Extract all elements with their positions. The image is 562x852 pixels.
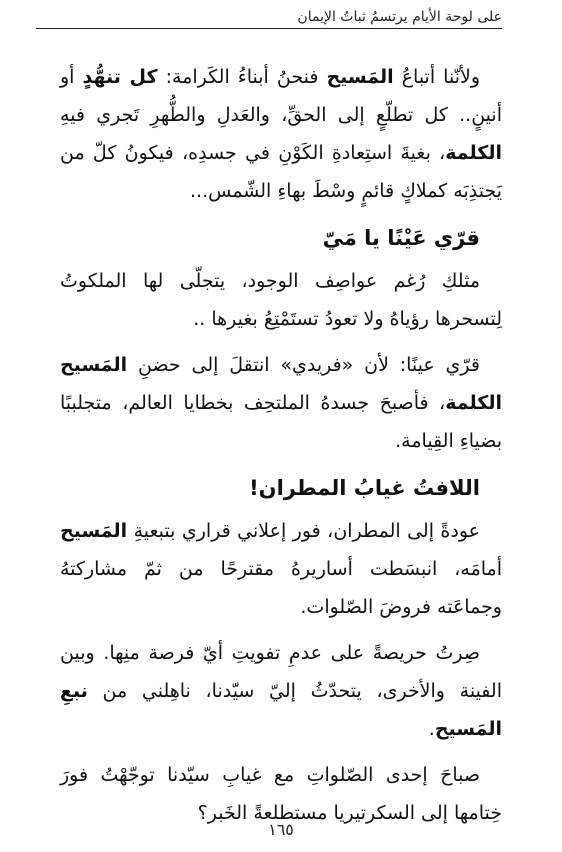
paragraph-4	[60, 512, 502, 626]
text-run: مثلكِ رُغم عواصِف الوجود، يتجلّى لها الملكوتُ لِتسحرها رؤياهُ ولا تعودُ تستَمْتِعُ بغيرها ..	[60, 270, 502, 330]
section-heading-2: اللافتُ غيابُ المطران!	[249, 476, 480, 500]
text-run: فنحنُ أبناءُ الكَرامة:	[157, 66, 327, 88]
text-run: صباحَ إحدى الصّلواتِ مع غيابِ سيّدنا توجّهْتُ فورَ خِتامها إلى السكرتيريا مستطلعةً الخَبر؟	[60, 764, 502, 824]
bold-text-run: المَسيح	[60, 520, 128, 542]
text-run: ولأنّنا أتباعُ	[393, 66, 481, 88]
bold-text-run: المَسيح	[326, 66, 394, 88]
paragraph-5	[60, 634, 502, 748]
paragraph-3	[60, 346, 502, 460]
page-body	[60, 58, 502, 840]
section-heading-1: قرّي عَيْنًا يا مَيّ	[322, 226, 480, 250]
text-run: ، بغيةَ استِعادةِ الكَوْنِ في جسدِه، فيكونُ كلّ من يَجتذِبَه كملاكٍ قائمٍ وسْطَ بهاءِ الشّمس...	[60, 142, 502, 202]
bold-text-run: نبعِ المَسيح	[60, 680, 502, 740]
bold-text-run: الكلمة	[445, 142, 502, 164]
text-run: قرّي عينًا: لأن «فريدي» انتقلَ إلى حضنِ	[127, 354, 480, 376]
text-run: عودةً إلى المطران، فور إعلاني قراري بتبعيةِ	[127, 520, 480, 542]
paragraph-1	[60, 58, 502, 210]
text-run: صِرتُ حريصةً على عدمِ تفويتِ أيّ فرصة منِها. وبين الفينة والأخرى، يتحدّثُ إليّ سيّدنا، ناهِلني من	[60, 642, 502, 702]
bold-text-run: المَسيح الكلمة	[60, 354, 502, 414]
running-title: على لوحة الأيام يرتسمُ ثباتُ الإيمان	[297, 9, 502, 25]
page-number: ١٦٥	[268, 820, 294, 839]
paragraph-2	[60, 262, 502, 338]
running-header	[36, 6, 502, 29]
text-run: .	[428, 718, 435, 740]
text-run: أو أنينٍ.. كل تطلّعٍ إلى الحقِّ، والعَدلِ والطُّهرِ تَجري فيهِ	[60, 66, 502, 126]
text-run: ، فأصبحَ جسدهُ الملتحِف بخطايا العالم، متجلببًا بضياءِ القِيامة.	[60, 392, 502, 452]
text-run: أمامَه، انبسَطت أساريرهُ مقترحًا من ثمّ مشاركتهُ وجماعَته فروضَ الصّلوات.	[60, 558, 502, 618]
bold-text-run: كل تنهُّدٍ	[82, 66, 158, 88]
